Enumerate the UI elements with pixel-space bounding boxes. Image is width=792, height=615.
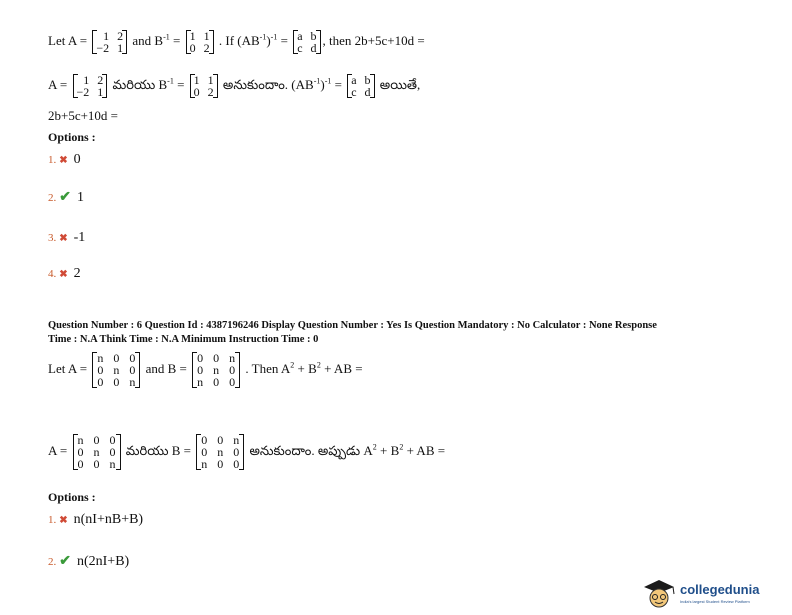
- matrix-cell: 0: [109, 433, 116, 447]
- equals-text: =: [331, 76, 342, 92]
- matrix-cell: 1: [83, 73, 90, 87]
- option-number: 2.: [48, 192, 57, 204]
- plus-b-text: + B: [376, 442, 400, 458]
- matrix-cell: −2: [76, 85, 90, 99]
- q6-option-2[interactable]: [48, 552, 129, 570]
- matrix-cell: 0: [197, 351, 204, 365]
- superscript: -1: [167, 76, 174, 86]
- superscript: -1: [270, 32, 278, 42]
- matrix-cell: 1: [97, 85, 104, 99]
- matrix-cell: 2: [117, 29, 124, 43]
- matrix-cell: 1: [117, 41, 124, 55]
- matrix-cell: d: [310, 41, 317, 55]
- matrix-cell: 1: [193, 73, 200, 87]
- q5-te-matrix-b-inverse: [190, 74, 218, 98]
- q6-matrix-b: [192, 352, 240, 388]
- matrix-cell: d: [364, 85, 371, 99]
- q5-matrix-b-inverse: [186, 30, 214, 54]
- matrix-cell: a: [351, 73, 357, 87]
- option-value: n(nI+nB+B): [73, 512, 144, 527]
- q6-te-matrix-a: [73, 434, 121, 470]
- matrix-cell: c: [297, 41, 303, 55]
- matrix-cell: 2: [97, 73, 104, 87]
- q5-english-statement: [48, 30, 425, 54]
- cross-icon: ✖: [59, 155, 68, 166]
- superscript: -1: [259, 32, 267, 42]
- q5-option-4[interactable]: [48, 264, 81, 282]
- q6-options-label: Options :: [48, 490, 96, 504]
- q6-let-a-text: Let A =: [48, 360, 88, 376]
- matrix-cell: 0: [97, 375, 104, 389]
- matrix-cell: 0: [129, 363, 136, 377]
- q6-header-line-1: Question Number : 6 Question Id : 4387196246 Display Question Number : Yes Is Question Mandatory : No Calculator : None Response: [48, 320, 657, 331]
- option-value: 2: [73, 266, 81, 281]
- matrix-cell: 0: [217, 457, 224, 471]
- q5-telugu-tail: 2b+5c+10d =: [48, 108, 119, 123]
- matrix-cell: n: [217, 445, 224, 459]
- option-number: 4.: [48, 268, 57, 280]
- matrix-cell: 0: [213, 351, 220, 365]
- graduate-mascot-icon: [640, 578, 678, 610]
- q5-option-1[interactable]: [48, 150, 81, 168]
- matrix-cell: b: [364, 73, 371, 87]
- matrix-cell: 0: [189, 41, 196, 55]
- matrix-cell: 0: [93, 433, 100, 447]
- cross-icon: ✖: [59, 515, 68, 526]
- matrix-cell: n: [233, 433, 240, 447]
- matrix-cell: n: [229, 351, 236, 365]
- q6-english-statement: [48, 352, 363, 388]
- option-number: 1.: [48, 154, 57, 166]
- matrix-cell: n: [113, 363, 120, 377]
- matrix-cell: 0: [201, 433, 208, 447]
- q5-matrix-a: [92, 30, 127, 54]
- superscript: -1: [163, 32, 170, 42]
- matrix-cell: n: [201, 457, 208, 471]
- checkmark-icon: ✔: [59, 554, 71, 569]
- q6-te-mariyu-text: మరియు B =: [125, 442, 191, 458]
- matrix-cell: 0: [213, 375, 220, 389]
- q5-te-ayithe-text: అయితే,: [379, 76, 421, 92]
- matrix-cell: 0: [229, 375, 236, 389]
- matrix-cell: −2: [96, 41, 110, 55]
- q6-header-line-2: Time : N.A Think Time : N.A Minimum Instruction Time : 0: [48, 334, 319, 345]
- superscript: 2: [316, 360, 321, 370]
- matrix-cell: 1: [103, 29, 110, 43]
- q6-option-1[interactable]: [48, 510, 143, 528]
- matrix-cell: 0: [93, 457, 100, 471]
- q5-option-2[interactable]: [48, 188, 84, 206]
- q5-te-matrix-abcd: [347, 74, 374, 98]
- matrix-cell: 0: [77, 457, 84, 471]
- matrix-cell: 0: [229, 363, 236, 377]
- superscript: 2: [399, 442, 404, 452]
- option-number: 1.: [48, 514, 57, 526]
- matrix-cell: 0: [113, 351, 120, 365]
- brand-tagline: India's largest Student Review Platform: [680, 599, 750, 604]
- paren-text: ): [320, 76, 325, 92]
- matrix-cell: n: [213, 363, 220, 377]
- option-number: 3.: [48, 232, 57, 244]
- q5-telugu-statement: [48, 74, 420, 98]
- matrix-cell: 0: [113, 375, 120, 389]
- plus-b-text: + B: [294, 360, 317, 376]
- superscript: -1: [324, 76, 332, 86]
- cross-icon: ✖: [59, 233, 68, 244]
- q6-te-matrix-b: [196, 434, 244, 470]
- matrix-cell: 2: [207, 85, 214, 99]
- matrix-cell: a: [297, 29, 303, 43]
- matrix-cell: n: [129, 375, 136, 389]
- paren-text: ): [266, 32, 271, 48]
- q5-te-a-text: A =: [48, 76, 68, 92]
- superscript: -1: [313, 76, 321, 86]
- option-value: n(2nI+B): [76, 554, 130, 569]
- option-value: -1: [73, 230, 86, 245]
- checkmark-icon: ✔: [59, 190, 71, 205]
- plus-ab-text: + AB =: [320, 360, 363, 376]
- matrix-cell: 0: [129, 351, 136, 365]
- q5-let-a-text: Let A =: [48, 32, 88, 48]
- q5-te-anukundam-text: అనుకుందాం. (AB: [222, 76, 314, 92]
- q5-if-text: . If (AB: [218, 32, 260, 48]
- q5-option-3[interactable]: [48, 228, 85, 246]
- matrix-cell: 1: [203, 29, 210, 43]
- matrix-cell: c: [351, 85, 357, 99]
- collegedunia-logo: [640, 578, 790, 610]
- equals-text: =: [277, 32, 288, 48]
- q6-matrix-a: [92, 352, 140, 388]
- matrix-cell: 0: [97, 363, 104, 377]
- q6-te-anukundam-text: అనుకుందాం. అప్పుడు A: [249, 442, 373, 458]
- matrix-cell: 0: [77, 445, 84, 459]
- superscript: 2: [372, 442, 377, 452]
- q5-and-b-text: and B: [132, 32, 164, 48]
- q6-te-a-text: A =: [48, 442, 68, 458]
- q6-and-b-text: and B =: [145, 360, 187, 376]
- q5-then-text: , then 2b+5c+10d =: [322, 32, 425, 48]
- matrix-cell: n: [93, 445, 100, 459]
- matrix-cell: b: [310, 29, 317, 43]
- superscript: 2: [290, 360, 295, 370]
- matrix-cell: 1: [189, 29, 196, 43]
- cross-icon: ✖: [59, 269, 68, 280]
- plus-ab-text: + AB =: [403, 442, 446, 458]
- equals-text: =: [173, 76, 185, 92]
- q5-options-label: Options :: [48, 130, 96, 144]
- matrix-cell: 0: [217, 433, 224, 447]
- matrix-cell: n: [77, 433, 84, 447]
- matrix-cell: 0: [197, 363, 204, 377]
- matrix-cell: 0: [233, 445, 240, 459]
- matrix-cell: n: [97, 351, 104, 365]
- matrix-cell: n: [197, 375, 204, 389]
- q6-telugu-statement: [48, 434, 445, 470]
- option-value: 0: [73, 152, 81, 167]
- matrix-cell: n: [109, 457, 116, 471]
- q6-then-text: . Then A: [245, 360, 291, 376]
- matrix-cell: 2: [203, 41, 210, 55]
- brand-name: collegedunia: [680, 582, 760, 597]
- q5-te-matrix-a: [73, 74, 108, 98]
- matrix-cell: 0: [201, 445, 208, 459]
- option-value: 1: [76, 190, 84, 205]
- matrix-cell: 0: [193, 85, 200, 99]
- q5-matrix-abcd: [293, 30, 320, 54]
- matrix-cell: 0: [233, 457, 240, 471]
- equals-text: =: [169, 32, 181, 48]
- option-number: 2.: [48, 556, 57, 568]
- matrix-cell: 1: [207, 73, 214, 87]
- matrix-cell: 0: [109, 445, 116, 459]
- q5-te-mariyu-text: మరియు B: [112, 76, 168, 92]
